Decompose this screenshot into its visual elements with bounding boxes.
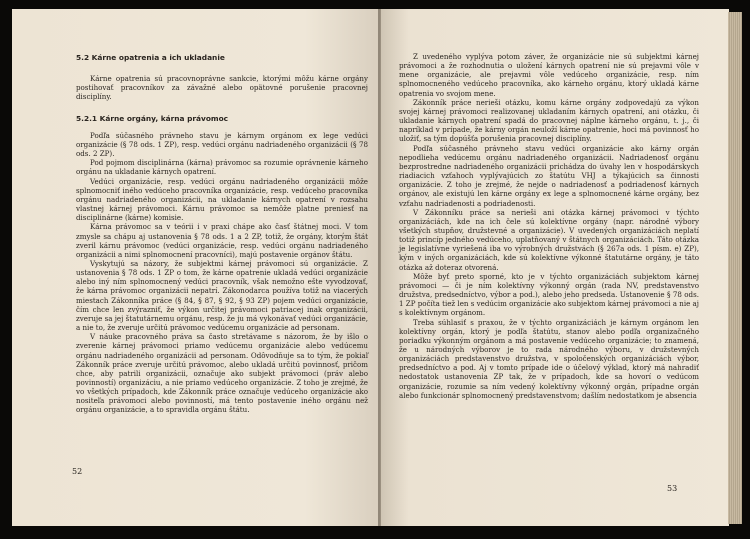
paragraph: Treba súhlasiť s praxou, že v týchto organizáciách je kárnym orgánom len kolektívny orgán, ktorý je podľa štatútu, stanov alebo podľa organizačného poriadku výkonným orgánom a má postavenie vedúceho organizácie; to znamená, že u národných výborov je to rada národného výboru, v družstevných organizáciách predstavenstvo družstva, v spoločenských organizáciách výbor, predsedníctvo a pod. Aj v tomto prípade ide o účelový výklad, ktorý má nahradiť nedostatok ustanovenia ZP tak, že v prípadoch, kde sa hovorí o vedúcom organizácie, rozumie sa ním vedený kolektívny výkonný orgán, prípadne orgán alebo funkcionár splnomocnený predstavenstvom; dašlím nedostatkom je absencia [399,317,699,400]
section-heading-5-2-1: 5.2.1 Kárne orgány, kárna právomoc [76,113,229,123]
paragraph: Podľa súčasného právneho stavu je kárnym orgánom ex lege vedúci organizácie (§ 78 ods. 1 ZP), resp. vedúci orgánu nadriadeného organizácii (§ 78 ods. 2 ZP). [76,130,368,159]
section-heading-5-2: 5.2 Kárne opatrenia a ich ukladanie [76,53,225,62]
paragraph: Pod pojmom disciplinárna (kárna) právomoc sa rozumie oprávnenie kárneho orgánu na ukladanie kárnych opatrení. [76,158,368,177]
left-page-text [76,53,368,415]
paragraph: Podľa súčasného právneho stavu vedúci organizácie ako kárny orgán nepodlieha vedúcemu orgánu nadriadeného organizácii. Nadriadenosť orgánu bezprostredne nadriadeného organizácii prichádza do úvahy len v hospodárskych riadiacich vzťahoch vyplývajúcich zo štatútu VHJ a týkajúcich sa činnosti organizácie. Z toho je zrejmé, že nejde o nadriadenosť a podriadenosť kárnych orgánov, ale existujú len kárne orgány ex lege a splnomocnené kárne orgány, bez vzťahu nadriadenosti a podriadenosti. [399,143,699,208]
left-page [12,9,378,526]
paragraph: V Zákonníku práce sa nerieši ani otázka kárnej právomoci v týchto organizáciách, kde na ich čele sú kolektívne orgány (napr. národné výbory všetkých stupňov, družstevné a organizácie). V uvedených organizáciách neplatí totiž princíp jedného vedúceho, uplatňovaný v štátnych organizáciách. Táto otázka je legislatívne vyriešená iba vo výrobných družstvách (§ 267a ods. 1 písm. e) ZP), kým v iných organizáciách, kde sú kolektívne výkonné štatutárne orgány, je táto otázka až doteraz otvorená. [399,207,699,272]
paragraph: Vyskytujú sa názory, že subjektmi kárnej právomoci sú organizácie. Z ustanovenia § 78 ods. 1 ZP o tom, že kárne opatrenie ukladá vedúci organizácie alebo iný ním splnomocnený vedúci pracovník, však nemožno ešte vyvodzovať, že kárna právomoc organizácii nepatrí. Zákonodarca používa totiž na viacerých miestach Zákonníka práce (§ 84, § 87, § 92, § 93 ZP) pojem vedúci organizácie, čím chce len zvýrazniť, že výkon určitej právomoci patriacej inak organizácii, zveruje sa jej štatutárnemu orgánu, resp. že ju má vykonávať vedúci organizácie, a nie to, že zveruje určitú právomoc vedúcemu organizácie ad personam. [76,258,368,333]
right-page-text [399,52,699,400]
page-number-right: 53 [667,484,678,493]
intro-paragraph: Kárne opatrenia sú pracovnoprávne sankcie, ktorými môžu kárne orgány postihovať pracovníkov za závažné alebo opätovné porušenie pracovnej disciplíny. [76,74,368,102]
paragraph: Kárna právomoc sa v teórii i v praxi chápe ako časť štátnej moci. V tom zmysle sa chápu aj ustanovenia § 78 ods. 1 a 2 ZP, totiž, že orgány, ktorým štát zveril kárnu právomoc (vedúci organizácie, resp. vedúci orgánu nadriadeného organizácii a nimi splnomocnení pracovníci), majú postavenie orgánov štátu. [76,222,368,259]
paragraph: Môže byť preto sporné, kto je v týchto organizáciách subjektom kárnej právomoci — či je ním kolektívny výkonný orgán (rada NV, predstavenstvo družstva, predsedníctvo, výbor a pod.), alebo jeho predseda. Ustanovenie § 78 ods. 1 ZP počíta tiež len s vedúcim organizácie ako subjektom kárnej právomoci a nie aj s kolektívnym orgánom. [399,271,699,318]
page-number-left: 52 [72,467,83,476]
right-page [381,9,729,526]
paragraph: Z uvedeného vyplýva potom záver, že organizácie nie sú subjektmi kárnej právomoci a že rozhodnutia o uložení kárnych opatrení nie sú prejavmi vôle v mene organizácie, ale prejavmi vôle vedúceho organizácie, resp. ním splnomocneného vedúceho pracovníka, ako kárneho orgánu, ktorý ukladá kárne opatrenia vo svojom mene. [399,52,699,98]
paragraph: V náuke pracovného práva sa často stretávame s názorom, že by išlo o zverenie kárnej právomoci priamo vedúcemu organizácie alebo vedúcemu orgánu nadriadeného organizácii ad personam. Odôvodňuje sa to tým, že pokiaľ Zákonník práce zveruje určitú právomoc, alebo ukladá určitú povinnosť, pričom chce, aby patrili organizácii, označuje ako subjekt právomoci (práv alebo povinností) organizáciu, a nie priamo vedúceho organizácie. Z toho je zrejmé, že vo všetkých prípadoch, kde Zákonník práce označuje vedúceho organizácie ako nositeľa právomoci alebo povinností, má tento postavenie iného orgánu než orgánu organizácie, a to spravidla orgánu štátu. [76,332,368,415]
page-edges [728,12,742,524]
paragraph: Vedúci organizácie, resp. vedúci orgánu nadriadeného organizácii môže splnomocniť iného vedúceho pracovníka organizácie, resp. vedúceho pracovníka orgánu nadriadeného organizácii, na ukladanie kárnych opatrení v rozsahu vlastnej kárnej právomoci. Kárnu právomoc sa nemôže platne preniesť na disciplinárne (kárne) komisie. [76,176,368,223]
paragraph: Zákonník práce nerieši otázku, komu kárne orgány zodpovedajú za výkon svojej kárnej právomoci realizovanej ukladaním kárnych opatrení, ani otázku, či ukladanie kárnych opatrení spadá do pracovnej náplne kárneho orgánu, t. j., či napríklad v prípade, že kárny orgán neuloží kárne opatrenie, hoci má povinnosť ho uložiť, sa tým dopúšťa porušenia pracovnej disciplíny. [399,97,699,144]
